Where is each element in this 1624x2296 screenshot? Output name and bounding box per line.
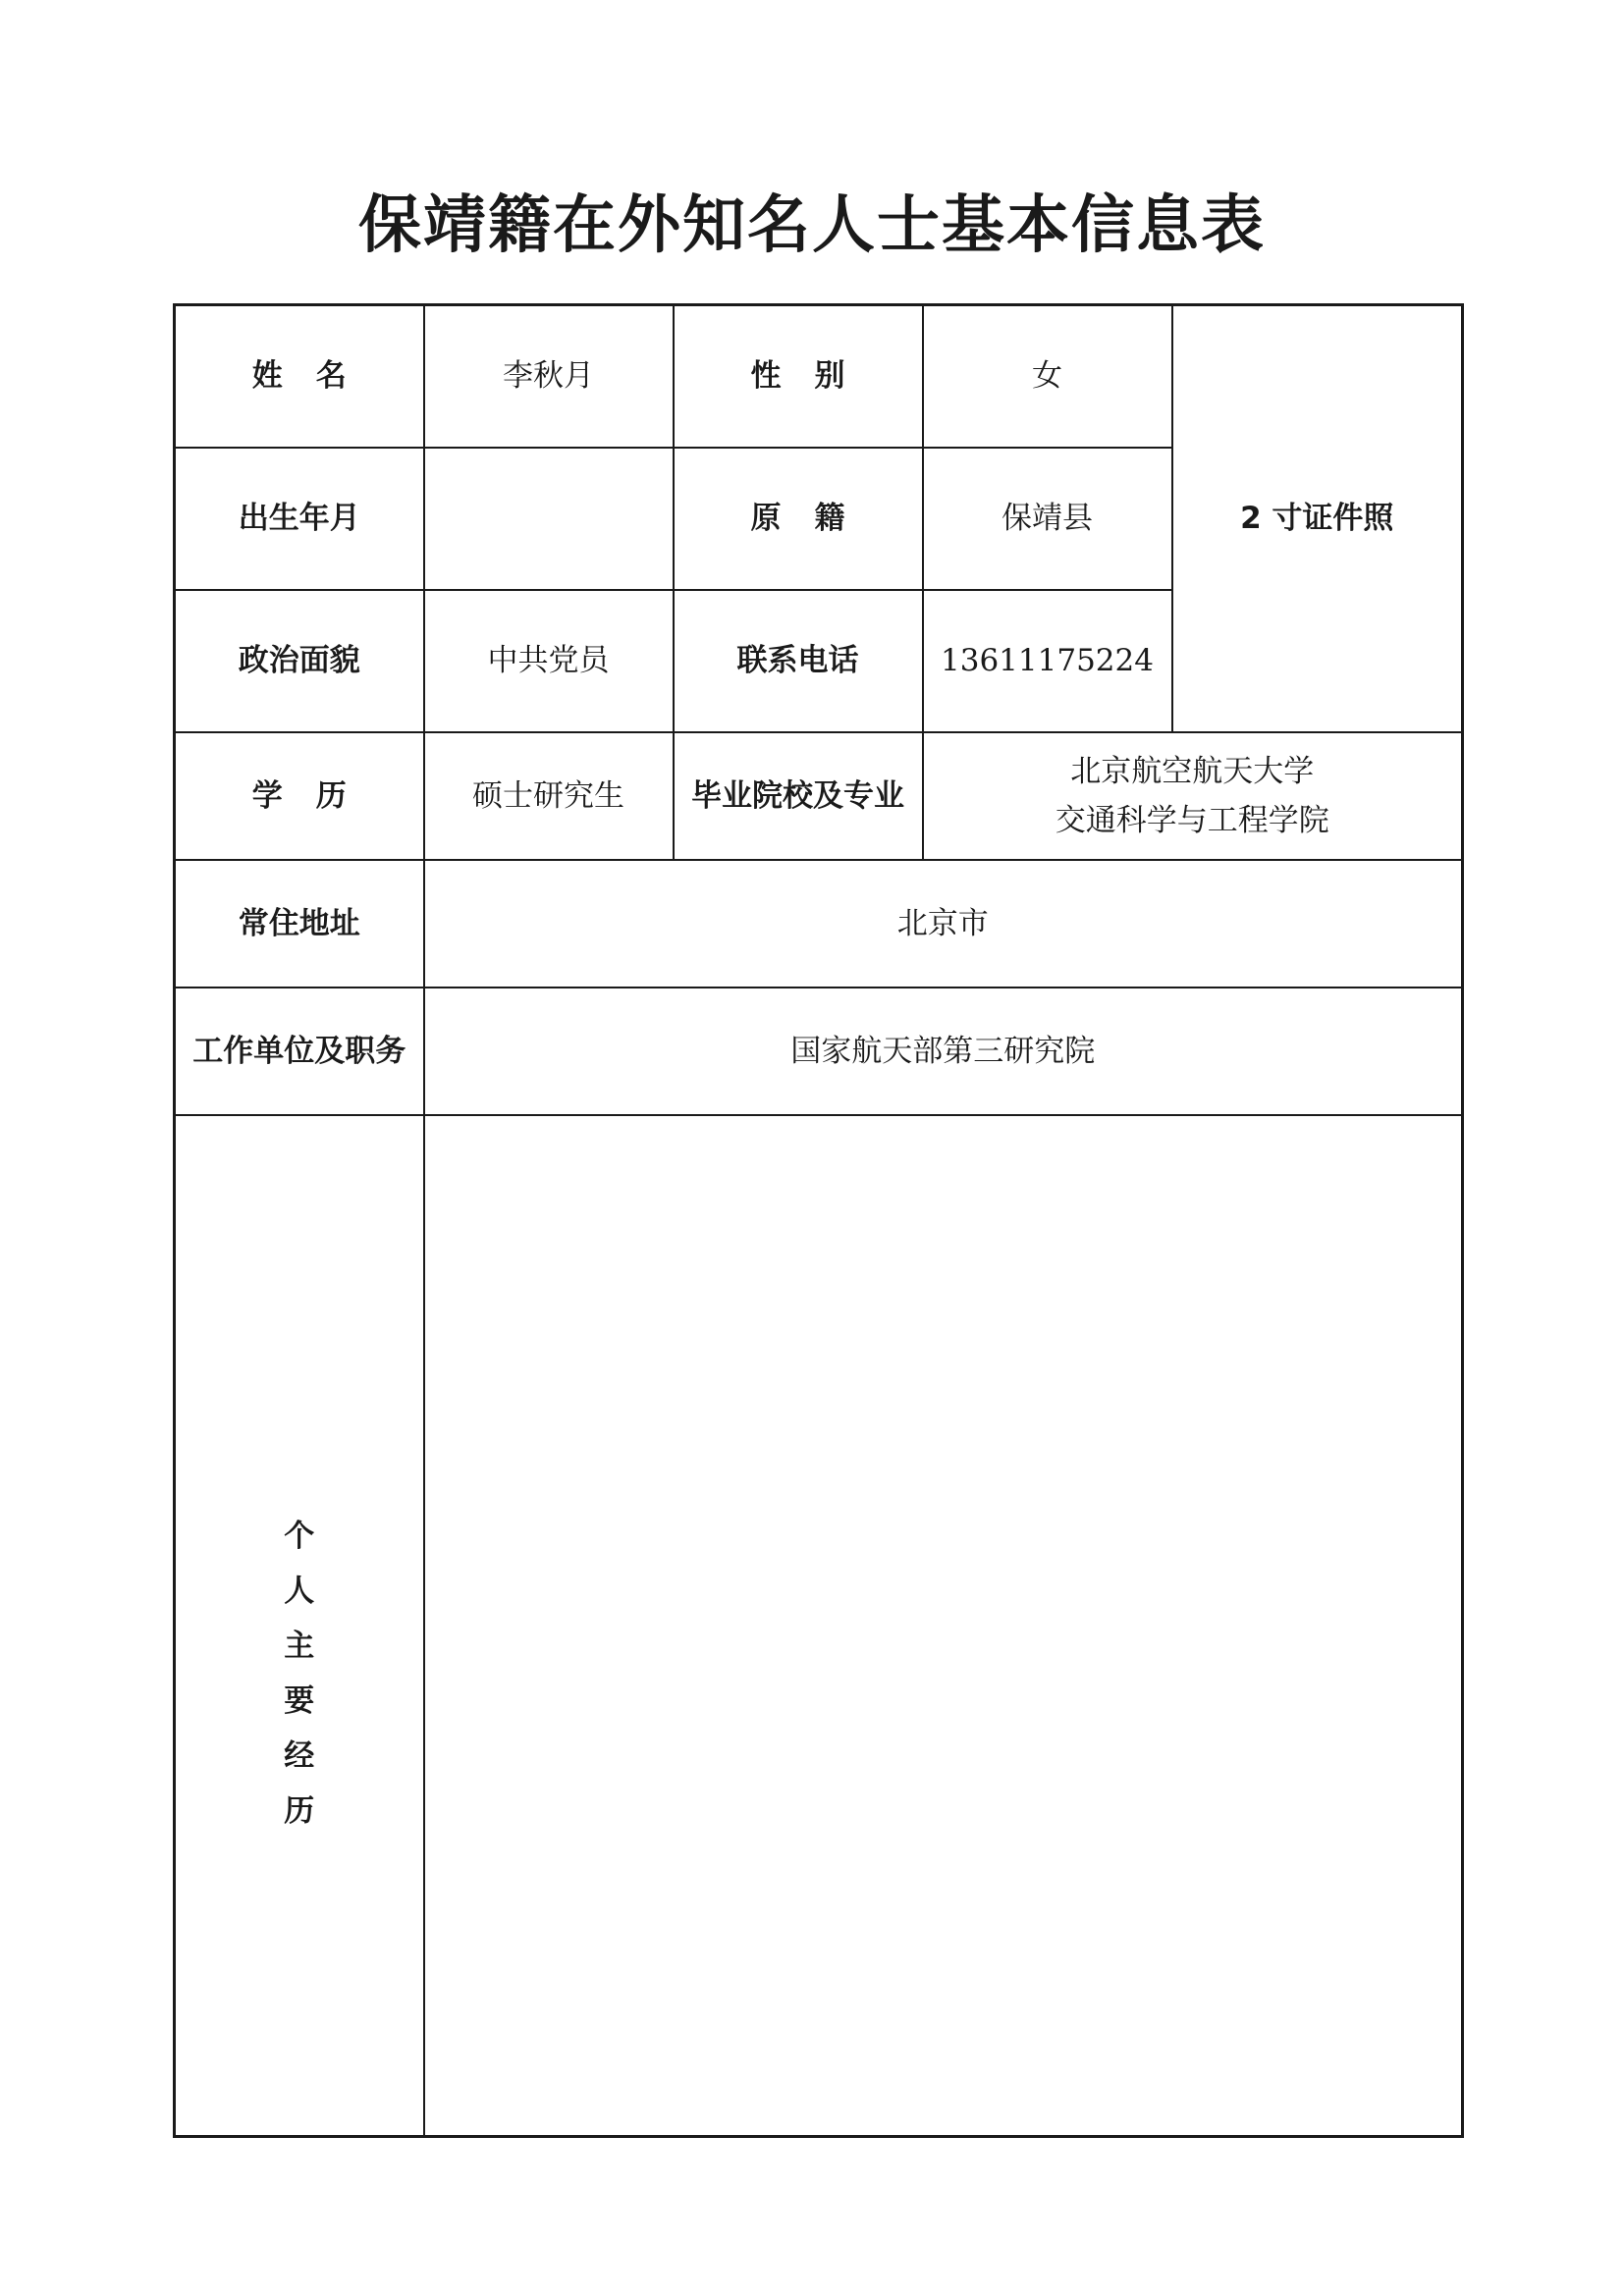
origin-label: 原籍 [750,501,879,536]
school-line-1: 北京航空航天大学 [1070,753,1315,789]
politics-label: 政治面貌 [175,590,424,732]
birth-label: 出生年月 [175,448,424,590]
table-row [175,732,1463,860]
page-title: 保靖籍在外知名人士基本信息表 [358,188,1266,262]
education-label: 学历 [251,777,380,814]
gender-value: 女 [923,305,1172,448]
experience-label-cell [175,1115,424,2137]
table-row [175,305,1463,448]
photo-label: 2 寸证件照 [1240,501,1394,537]
photo-cell [1172,305,1463,732]
birth-value [424,448,674,590]
phone-label: 联系电话 [674,590,923,732]
gender-label: 性别 [750,358,879,395]
education-value: 硕士研究生 [424,732,674,860]
origin-label-cell [674,448,923,590]
name-label: 姓名 [251,358,380,395]
school-value [923,732,1463,860]
info-table [173,303,1464,2138]
experience-label: 个人主要经历 [284,1518,315,1829]
work-label: 工作单位及职务 [175,988,424,1115]
table-row [175,988,1463,1115]
name-value: 李秋月 [424,305,674,448]
table-row [175,860,1463,988]
school-line-2: 交通科学与工程学院 [1055,802,1329,838]
school-label: 毕业院校及专业 [674,732,923,860]
address-value: 北京市 [424,860,1463,988]
name-label-cell [175,305,424,448]
table-row [175,1115,1463,2137]
education-label-cell [175,732,424,860]
experience-value [424,1115,1463,2137]
work-value: 国家航天部第三研究院 [424,988,1463,1115]
politics-value: 中共党员 [424,590,674,732]
phone-value: 13611175224 [923,590,1172,732]
address-label: 常住地址 [175,860,424,988]
origin-value: 保靖县 [923,448,1172,590]
gender-label-cell [674,305,923,448]
